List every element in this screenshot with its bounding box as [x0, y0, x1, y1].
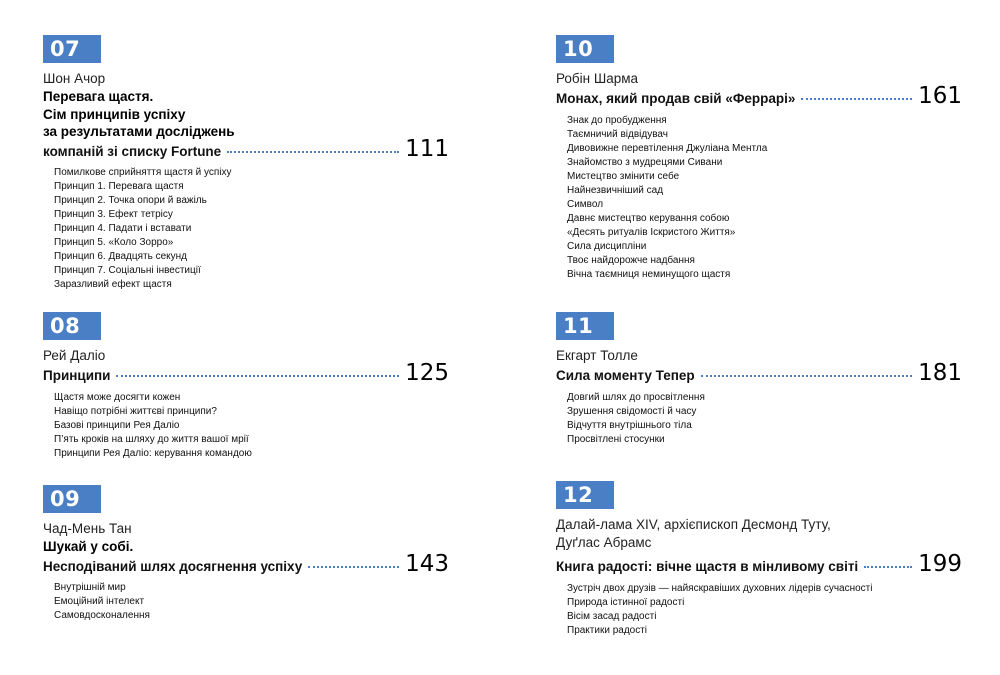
- chapter-page-number: 199: [918, 551, 962, 577]
- chapter-author: Екгарт Толле: [556, 348, 638, 363]
- chapter-number-badge: 09: [43, 485, 101, 513]
- chapter-title-last-line: [43, 135, 449, 162]
- section-item: Принцип 1. Перевага щастя: [54, 181, 184, 192]
- section-item: Дивовижне перевтілення Джуліана Ментла: [567, 142, 768, 154]
- section-item: Емоційний інтелект: [54, 596, 145, 607]
- chapter-number-badge: 11: [556, 312, 614, 340]
- chapter-title: [556, 83, 966, 109]
- section-item: Мистецтво змінити себе: [567, 170, 680, 182]
- section-item: Найнезвичніший сад: [567, 184, 664, 196]
- dotted-leader: [864, 566, 912, 568]
- dotted-leader: [308, 566, 399, 568]
- chapter-number-badge: 08: [43, 312, 101, 340]
- section-item: Принцип 7. Соціальні інвестиції: [54, 265, 201, 276]
- chapter-title-line: компаній зі списку Fortune: [43, 143, 222, 159]
- section-list: [43, 391, 453, 461]
- chapter-12: [556, 481, 966, 638]
- chapter-page-number: 143: [405, 550, 449, 577]
- chapter-title-line: Монах, який продав свій «Феррарі»: [556, 91, 796, 106]
- section-item: Довгий шлях до просвітлення: [567, 391, 705, 403]
- section-item: Принцип 2. Точка опори й важіль: [54, 195, 207, 206]
- chapter-page-number: 125: [405, 360, 449, 386]
- chapter-page-number: 111: [405, 135, 449, 162]
- section-list: [556, 114, 966, 282]
- section-item: Вічна таємниця неминущого щастя: [567, 268, 731, 280]
- chapter-page-number: 161: [918, 83, 962, 109]
- chapter-title: [556, 551, 966, 577]
- chapter-author: Шон Ачор: [43, 71, 106, 86]
- chapter-title-line: Шукай у собі.: [43, 539, 134, 554]
- chapter-title-line: Принципи: [43, 368, 111, 383]
- section-item: Щастя може досягти кожен: [54, 391, 181, 403]
- chapter-title-line: Книга радості: вічне щастя в мінливому світі: [556, 559, 859, 574]
- chapter-title-last-line: [43, 360, 449, 386]
- section-item: Самовдосконалення: [54, 610, 150, 621]
- chapter-title-line: Перевага щастя.: [43, 89, 154, 104]
- section-item: Твоє найдорожче надбання: [567, 254, 695, 266]
- chapter-author: Дуґлас Абрамс: [556, 535, 652, 550]
- section-item: Принцип 4. Падати і вставати: [54, 223, 192, 234]
- section-item: Відчуття внутрішнього тіла: [567, 419, 692, 431]
- chapter-author: Чад-Мень Тан: [43, 521, 132, 536]
- dotted-leader: [801, 98, 912, 100]
- chapter-title-line: Сім принципів успіху: [43, 106, 186, 122]
- section-list: [43, 581, 453, 623]
- chapter-title-last-line: [43, 550, 449, 577]
- chapter-08: [43, 312, 453, 461]
- section-item: Символ: [567, 198, 604, 210]
- section-item: Принцип 3. Ефект тетрісу: [54, 209, 173, 220]
- section-item: Знак до пробудження: [567, 114, 667, 126]
- chapter-author: Далай-лама XIV, архієпископ Десмонд Туту,: [556, 517, 831, 532]
- chapter-number-badge: 10: [556, 35, 614, 63]
- chapter-author: Рей Даліо: [43, 348, 106, 363]
- chapter-07: [43, 35, 453, 292]
- chapter-author: Робін Шарма: [556, 71, 639, 86]
- chapter-title: [43, 538, 453, 575]
- section-item: Давнє мистецтво керування собою: [567, 212, 730, 224]
- chapter-number-badge: 12: [556, 481, 614, 509]
- section-item: Вісім засад радості: [567, 610, 657, 622]
- section-item: Сила дисципліни: [567, 240, 647, 252]
- section-item: Таємничий відвідувач: [567, 128, 668, 140]
- section-list: [556, 391, 966, 447]
- section-item: Навіщо потрібні життєві принципи?: [54, 405, 217, 417]
- section-item: Принципи Рея Даліо: керування командою: [54, 447, 252, 459]
- dotted-leader: [227, 151, 399, 153]
- chapter-page-number: 181: [918, 360, 962, 386]
- section-item: Заразливий ефект щастя: [54, 279, 172, 290]
- section-list: [43, 166, 453, 292]
- section-item: Принцип 5. «Коло Зорро»: [54, 237, 174, 248]
- section-item: Природа істинної радості: [567, 596, 685, 608]
- section-item: Зрушення свідомості й часу: [567, 405, 697, 417]
- chapter-number-badge: 07: [43, 35, 101, 63]
- chapter-title: [43, 360, 453, 386]
- chapter-title-last-line: [556, 551, 962, 577]
- chapter-title: [43, 88, 453, 160]
- section-item: Знайомство з мудрецями Сивани: [567, 156, 723, 168]
- chapter-title-last-line: [556, 83, 962, 109]
- dotted-leader: [701, 375, 912, 377]
- chapter-11: [556, 312, 966, 447]
- chapter-title-line: Несподіваний шлях досягнення успіху: [43, 558, 303, 574]
- section-item: Зустріч двох друзів — найяскравіших духовних лідерів сучасності: [567, 582, 873, 594]
- section-item: П’ять кроків на шляху до життя вашої мрії: [54, 433, 249, 445]
- section-item: Базові принципи Рея Даліо: [54, 419, 180, 431]
- dotted-leader: [116, 375, 399, 377]
- section-item: Практики радості: [567, 624, 648, 636]
- chapter-title-line: за результатами досліджень: [43, 124, 235, 139]
- section-list: [556, 582, 966, 638]
- chapter-10: [556, 35, 966, 282]
- section-item: Помилкове сприйняття щастя й успіху: [54, 167, 232, 178]
- chapter-title-last-line: [556, 360, 962, 386]
- section-item: Просвітлені стосунки: [567, 433, 665, 445]
- chapter-09: [43, 485, 453, 623]
- section-item: Принцип 6. Двадцять секунд: [54, 251, 187, 262]
- chapter-title: [556, 360, 966, 386]
- section-item: «Десять ритуалів Іскристого Життя»: [567, 226, 736, 238]
- section-item: Внутрішній мир: [54, 582, 126, 593]
- chapter-title-line: Сила моменту Тепер: [556, 368, 695, 383]
